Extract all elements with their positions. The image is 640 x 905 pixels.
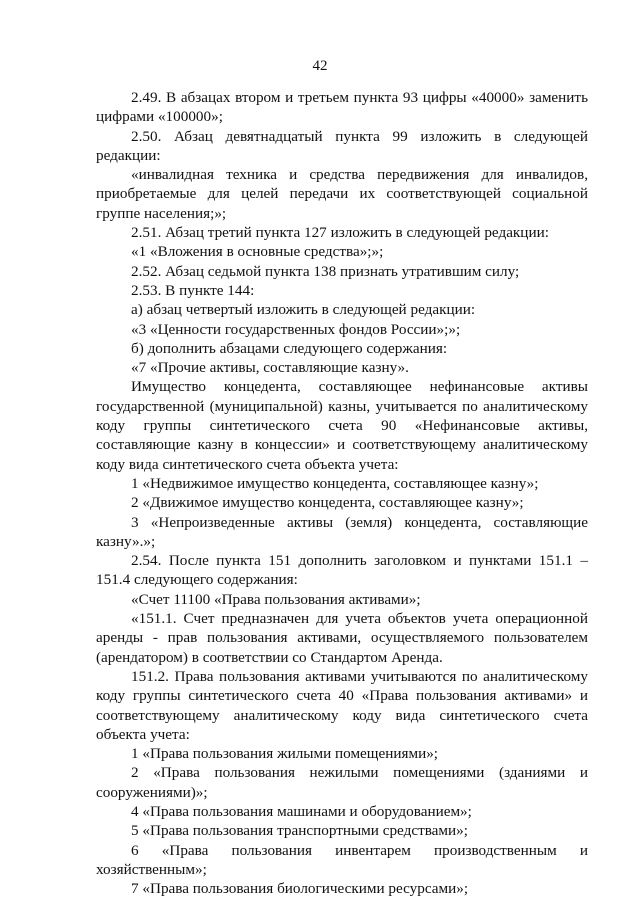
paragraph: 5 «Права пользования транспортными средствами»; [131,822,468,840]
paragraph: «Счет 11100 «Права пользования активами»; [131,590,421,608]
paragraph: 2 «Права пользования нежилыми помещениями (зданиями и сооружениями)»; [96,764,588,801]
paragraph: «1 «Вложения в основные средства»;»; [131,243,384,261]
paragraph: 151.2. Права пользования активами учитываются по аналитическому коду группы синтетического счета 40 «Права пользования активами» и соответствующему аналитическому коду вида синтетического счета объекта учета: [96,667,588,743]
paragraph: 7 «Права пользования биологическими ресурсами»; [131,880,469,898]
document-body [96,88,588,898]
paragraph: «инвалидная техника и средства передвижения для инвалидов, приобретаемые для целей передачи их соответствующей социальной группе населения;»; [96,166,588,222]
paragraph: 2 «Движимое имущество концедента, составляющее казну»; [131,494,524,512]
paragraph: 2.54. После пункта 151 дополнить заголовком и пунктами 151.1 – 151.4 следующего содержания: [96,552,588,589]
paragraph: 1 «Недвижимое имущество концедента, составляющее казну»; [131,474,539,492]
paragraph: 6 «Права пользования инвентарем производственным и хозяйственным»; [96,841,588,878]
page-number: 42 [312,58,328,74]
paragraph: 2.50. Абзац девятнадцатый пункта 99 изложить в следующей редакции: [96,127,588,164]
paragraph: 1 «Права пользования жилыми помещениями»; [131,745,439,763]
paragraph: 2.53. В пункте 144: [131,281,255,299]
paragraph: Имущество концедента, составляющее нефинансовые активы государственной (муниципальной) казны, учитывается по аналитическому коду группы синтетического счета 90 «Нефинансовые активы, составляющие казну в концессии» и соответствующему аналитическому коду вида синтетического счета объекта учета: [96,378,588,473]
paragraph: «7 «Прочие активы, составляющие казну». [131,359,409,377]
paragraph: 2.49. В абзацах втором и третьем пункта 93 цифры «40000» заменить цифрами «100000»; [96,89,588,126]
paragraph: 2.52. Абзац седьмой пункта 138 признать утратившим силу; [131,262,520,280]
paragraph: б) дополнить абзацами следующего содержания: [131,339,448,357]
paragraph: 2.51. Абзац третий пункта 127 изложить в следующей редакции: [131,224,549,242]
paragraph: 4 «Права пользования машинами и оборудованием»; [131,802,472,820]
paragraph: «3 «Ценности государственных фондов России»;»; [131,320,461,338]
paragraph: «151.1. Счет предназначен для учета объектов учета операционной аренды - прав пользования активами, осуществляемого пользователем (арендатором) в соответствии со Стандартом Аренда. [96,610,588,666]
paragraph: 3 «Непроизведенные активы (земля) концедента, составляющие казну».»; [96,513,588,550]
paragraph: а) абзац четвертый изложить в следующей редакции: [131,301,476,319]
